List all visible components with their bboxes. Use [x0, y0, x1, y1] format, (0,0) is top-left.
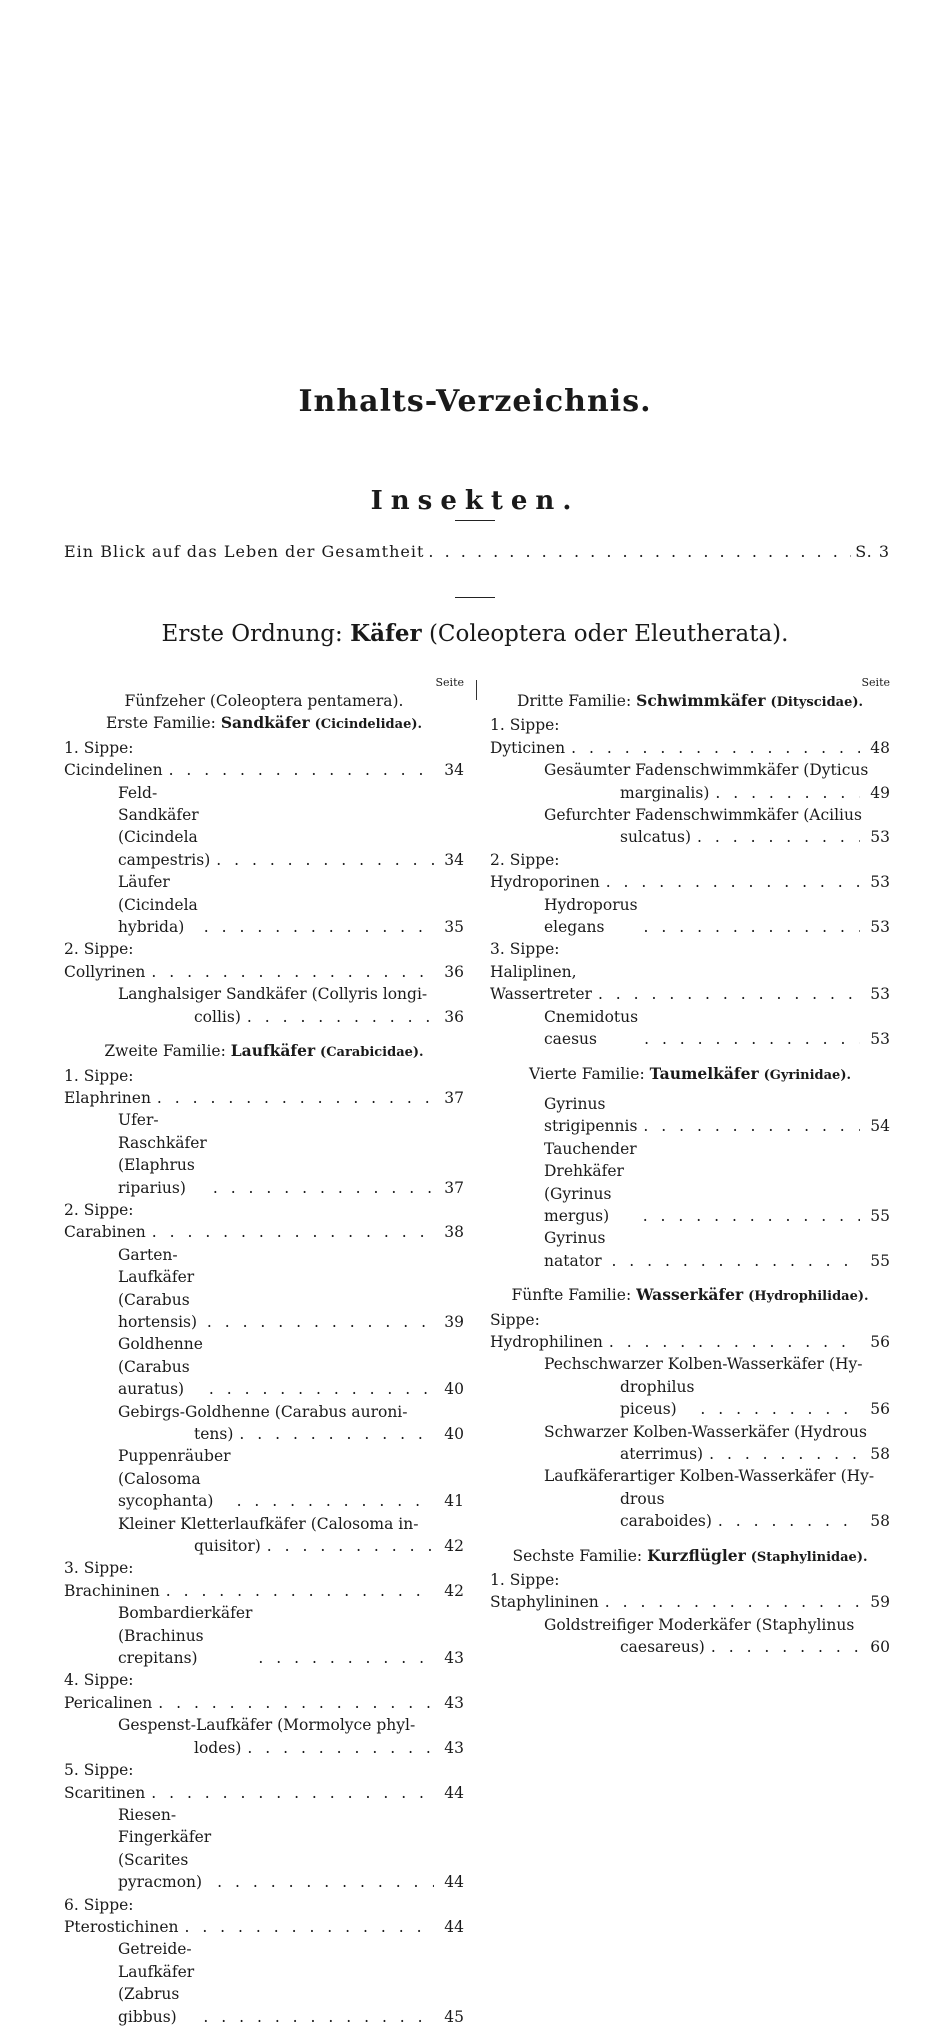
family-heading — [490, 1545, 890, 1569]
toc-entry — [64, 1557, 464, 1602]
toc-entry-text: 3. Sippe: Brachininen — [64, 1559, 160, 1600]
leader-dots — [606, 871, 860, 893]
toc-entry — [64, 1065, 464, 1110]
toc-page-number: 53 — [870, 873, 890, 892]
toc-page-number: 49 — [870, 783, 890, 802]
leader-dots — [216, 849, 434, 871]
toc-entry — [64, 1423, 464, 1445]
toc-entry-text: Riesen-Fingerkäfer (Scarites pyracmon) — [118, 1805, 212, 1892]
toc-entry-text: 4. Sippe: Pericalinen — [64, 1671, 153, 1712]
toc-entry — [64, 1333, 464, 1400]
family-prefix: Erste Familie: — [105, 714, 216, 733]
order-name: Käfer — [350, 620, 422, 647]
leader-dots — [605, 1591, 860, 1613]
toc-entry-continuation: tens) — [194, 1425, 234, 1443]
toc-entry-continuation: sulcatus) — [620, 828, 692, 847]
toc-entry — [490, 714, 890, 759]
toc-entry-text: 5. Sippe: Scaritinen — [64, 1761, 146, 1802]
toc-page-number: 39 — [444, 1312, 464, 1331]
page-title: Inhalts-Verzeichnis. — [298, 384, 652, 419]
family-prefix: Fünfte Familie: — [511, 1286, 632, 1305]
toc-page-number: 44 — [444, 1873, 464, 1892]
family-heading — [64, 1040, 464, 1064]
toc-page-number: 45 — [444, 2007, 464, 2026]
family-name: Kurzflügler — [647, 1545, 746, 1565]
leader-dots — [709, 1443, 860, 1465]
toc-page-number: 41 — [444, 1492, 464, 1511]
leader-dots — [715, 782, 860, 804]
toc-page-number: 34 — [444, 850, 464, 869]
toc-entry — [490, 1309, 890, 1354]
leader-dots — [203, 2006, 434, 2028]
toc-entry-text: Puppenräuber (Calosoma sycophanta) — [118, 1447, 231, 1511]
leader-dots — [217, 1871, 434, 1893]
toc-page-number: 56 — [870, 1332, 890, 1351]
rule-middle — [455, 597, 495, 598]
leader-dots — [157, 1087, 434, 1109]
toc-page-number: 42 — [444, 1581, 464, 1600]
toc-entry-continuation: lodes) — [194, 1738, 242, 1757]
leader-dots — [644, 1028, 860, 1050]
toc-entry — [64, 1669, 464, 1714]
toc-entry-text: 3. Sippe: Haliplinen, Wassertreter — [490, 940, 592, 1004]
toc-entry — [490, 1443, 890, 1465]
toc-page-number: 37 — [444, 1088, 464, 1107]
toc-entry — [490, 1227, 890, 1272]
toc-entry-text: Gefurchter Fadenschwimmkäfer (Acilius — [544, 806, 862, 825]
intro-entry — [64, 542, 890, 561]
toc-entry — [64, 1109, 464, 1199]
toc-entry — [64, 871, 464, 938]
toc-entry-text: 6. Sippe: Pterostichinen — [64, 1895, 179, 1936]
toc-entry — [490, 938, 890, 1005]
toc-entry — [490, 1376, 890, 1421]
toc-page-number: 53 — [870, 985, 890, 1004]
toc-entry — [490, 894, 890, 939]
family-entries — [490, 1309, 890, 1533]
toc-entry-text: Kleiner Kletterlaufkäfer (Calosoma in- — [118, 1514, 419, 1533]
toc-entry-text: Gespenst-Laufkäfer (Mormolyce phyl- — [118, 1716, 416, 1735]
toc-entry-text: Sippe: Hydrophilinen — [490, 1310, 603, 1351]
order-title — [0, 620, 950, 647]
order-suffix: (Coleoptera oder Eleutherata). — [428, 621, 789, 647]
toc-entry-text: Langhalsiger Sandkäfer (Collyris longi- — [118, 985, 428, 1004]
toc-entry-text: 1. Sippe: Elaphrinen — [64, 1066, 151, 1107]
leader-dots — [258, 1647, 434, 1669]
toc-entry-text: Schwarzer Kolben-Wasserkäfer (Hydrous — [544, 1422, 867, 1441]
family-heading — [490, 690, 890, 714]
family-name: Wasserkäfer — [636, 1285, 744, 1305]
toc-entry-continuation: caesareus) — [620, 1638, 705, 1657]
column-separator — [476, 680, 477, 700]
toc-entry-text: 1. Sippe: Staphylininen — [490, 1571, 599, 1612]
toc-entry-continuation: drophilus piceus) — [620, 1377, 695, 1419]
order-prefix: Erste Ordnung: — [161, 621, 343, 647]
toc-page-number: 58 — [870, 1512, 890, 1531]
leader-dots — [643, 1205, 860, 1227]
toc-entry — [64, 1894, 464, 1939]
toc-entry — [490, 1488, 890, 1533]
toc-page-number: 43 — [444, 1738, 464, 1757]
family-entries — [64, 737, 464, 1028]
toc-page-number: 53 — [870, 1030, 890, 1049]
family-entries — [490, 1093, 890, 1272]
leader-dots — [213, 1177, 434, 1199]
toc-entry — [64, 1535, 464, 1557]
leader-dots — [158, 1692, 434, 1714]
toc-entry-text: Hydroporus elegans — [544, 895, 638, 937]
toc-entry — [490, 782, 890, 804]
leader-dots — [428, 542, 851, 561]
toc-page-number: 44 — [444, 1783, 464, 1802]
leader-dots — [184, 1916, 434, 1938]
family-name: Sandkäfer — [220, 713, 310, 733]
leader-dots — [598, 983, 860, 1005]
family-latin: (Dityscidae). — [770, 695, 864, 710]
toc-page-number: 37 — [444, 1178, 464, 1197]
toc-entry-text: 1. Sippe: Dyticinen — [490, 716, 566, 757]
toc-entry — [64, 1804, 464, 1894]
family-prefix: Vierte Familie: — [528, 1064, 645, 1083]
toc-entry — [64, 782, 464, 872]
toc-page-number: 40 — [444, 1425, 464, 1443]
group-heading: Fünfzeher (Coleoptera pentamera). — [124, 692, 404, 710]
toc-entry — [490, 1093, 890, 1138]
intro-page: S. 3 — [855, 542, 890, 561]
toc-page-number: 58 — [870, 1445, 890, 1463]
toc-entry — [490, 849, 890, 894]
toc-page-number: 55 — [870, 1251, 890, 1270]
toc-page-number: 53 — [870, 828, 890, 847]
family-entries — [490, 1569, 890, 1659]
toc-page-number: 43 — [444, 1693, 464, 1712]
leader-dots — [643, 1115, 860, 1137]
leader-dots — [700, 1398, 860, 1420]
family-prefix: Dritte Familie: — [516, 692, 632, 710]
toc-page-number: 55 — [870, 1206, 890, 1225]
leader-dots — [151, 1782, 434, 1804]
toc-entry-text: 1. Sippe: Cicindelinen — [64, 738, 163, 780]
toc-entry — [64, 737, 464, 782]
family-heading — [490, 1063, 890, 1087]
family-latin: (Carabicidae). — [320, 1045, 424, 1061]
family-name: Taumelkäfer — [649, 1063, 759, 1083]
toc-entry-continuation: quisitor) — [194, 1537, 261, 1556]
toc-entry-text: Läufer (Cicindela hybrida) — [118, 873, 198, 937]
toc-entry-text: 2. Sippe: Hydroporinen — [490, 850, 600, 892]
toc-page-number: 59 — [870, 1593, 890, 1612]
family-name: Laufkäfer — [230, 1041, 316, 1061]
toc-page-number: 48 — [870, 738, 890, 757]
section-title: Insekten. — [370, 486, 580, 516]
toc-page-number: 36 — [444, 962, 464, 981]
leader-dots — [207, 1311, 434, 1333]
seite-header: Seite — [861, 676, 890, 689]
family-latin: (Staphylinidae). — [750, 1549, 868, 1565]
toc-entry-text: Goldstreifiger Moderkäfer (Staphylinus — [544, 1615, 855, 1634]
toc-page-number: 40 — [444, 1380, 464, 1399]
toc-page-number: 43 — [444, 1649, 464, 1668]
family-name: Schwimmkäfer — [636, 691, 766, 710]
toc-entry-text: Gyrinus natator — [544, 1229, 606, 1270]
toc-entry — [64, 1938, 464, 2028]
leader-dots — [237, 1490, 434, 1512]
toc-entry-text: Garten-Laufkäfer (Carabus hortensis) — [118, 1245, 198, 1331]
toc-page-number: 54 — [870, 1117, 890, 1136]
toc-entry-text: Cnemidotus caesus — [544, 1007, 639, 1049]
leader-dots — [166, 1580, 434, 1602]
toc-entry-continuation: marginalis) — [620, 783, 710, 802]
leader-dots — [644, 916, 860, 938]
family-entries — [64, 1065, 464, 2028]
toc-entry-text: Bombardierkäfer (Brachinus crepitans) — [118, 1604, 253, 1668]
family-entries — [490, 714, 890, 1050]
intro-label: Ein Blick auf das Leben der Gesamtheit — [64, 542, 425, 561]
toc-page-number: 35 — [444, 918, 464, 937]
family-heading — [490, 1284, 890, 1308]
family-heading — [64, 712, 464, 736]
leader-dots — [247, 1737, 434, 1759]
toc-page-number: 42 — [444, 1537, 464, 1556]
leader-dots — [209, 1378, 434, 1400]
toc-entry-text: Feld-Sandkäfer (Cicindela campestris) — [118, 783, 211, 869]
toc-entry-continuation: drous caraboides) — [620, 1489, 712, 1531]
leader-dots — [718, 1510, 860, 1532]
toc-page-number: 36 — [444, 1007, 464, 1026]
leader-dots — [204, 916, 434, 938]
toc-entry — [64, 938, 464, 983]
toc-entry-text: Laufkäferartiger Kolben-Wasserkäfer (Hy- — [544, 1467, 875, 1486]
toc-entry — [64, 1244, 464, 1334]
leader-dots — [239, 1423, 434, 1445]
toc-entry — [64, 1445, 464, 1512]
toc-entry — [490, 1006, 890, 1051]
family-prefix: Zweite Familie: — [104, 1042, 226, 1061]
family-latin: (Hydrophilidae). — [748, 1289, 869, 1305]
toc-entry — [64, 1006, 464, 1028]
toc-entry-text: Ufer-Raschkäfer (Elaphrus riparius) — [118, 1111, 207, 1197]
toc-entry — [490, 1138, 890, 1228]
toc-entry — [490, 826, 890, 848]
leader-dots — [697, 826, 860, 848]
right-column — [490, 676, 890, 1659]
toc-entry-text: Getreide-Laufkäfer (Zabrus gibbus) — [118, 1940, 195, 2026]
family-latin: (Cicindelidae). — [314, 717, 423, 733]
toc-page-number: 56 — [870, 1400, 890, 1419]
leader-dots — [711, 1636, 860, 1658]
toc-entry-text: Gebirgs-Goldhenne (Carabus auroni- — [118, 1402, 408, 1421]
toc-entry — [490, 1636, 890, 1658]
toc-entry-text: 2. Sippe: Carabinen — [64, 1200, 146, 1242]
toc-page-number: 34 — [444, 761, 464, 780]
leader-dots — [169, 759, 434, 781]
toc-entry-continuation: aterrimus) — [620, 1445, 704, 1463]
toc-entry-text: Gyrinus strigipennis — [544, 1094, 638, 1136]
leader-dots — [609, 1331, 860, 1353]
left-column — [64, 676, 464, 2028]
toc-entry-text: 2. Sippe: Collyrinen — [64, 940, 146, 981]
toc-entry-text: Tauchender Drehkäfer (Gyrinus mergus) — [544, 1139, 637, 1225]
leader-dots — [267, 1535, 434, 1557]
leader-dots — [611, 1250, 860, 1272]
toc-entry-text: Goldhenne (Carabus auratus) — [118, 1335, 203, 1399]
toc-page-number: 38 — [444, 1223, 464, 1242]
toc-page-number: 44 — [444, 1917, 464, 1936]
toc-page-number: 53 — [870, 918, 890, 937]
toc-entry — [64, 1602, 464, 1669]
leader-dots — [571, 737, 860, 759]
family-latin: (Gyrinidae). — [763, 1067, 852, 1083]
leader-dots — [247, 1006, 434, 1028]
toc-entry — [64, 1737, 464, 1759]
toc-entry-text: Gesäumter Fadenschwimmkäfer (Dyticus — [544, 761, 869, 780]
toc-entry — [64, 1759, 464, 1804]
family-prefix: Sechste Familie: — [512, 1546, 643, 1565]
rule-top — [455, 520, 495, 521]
toc-page-number: 60 — [870, 1638, 890, 1657]
seite-header: Seite — [435, 676, 464, 689]
toc-entry-continuation: collis) — [194, 1007, 241, 1026]
leader-dots — [152, 1221, 434, 1243]
leader-dots — [151, 961, 434, 983]
toc-entry — [64, 1199, 464, 1244]
toc-entry-text: Pechschwarzer Kolben-Wasserkäfer (Hy- — [544, 1355, 863, 1374]
toc-entry — [490, 1569, 890, 1614]
